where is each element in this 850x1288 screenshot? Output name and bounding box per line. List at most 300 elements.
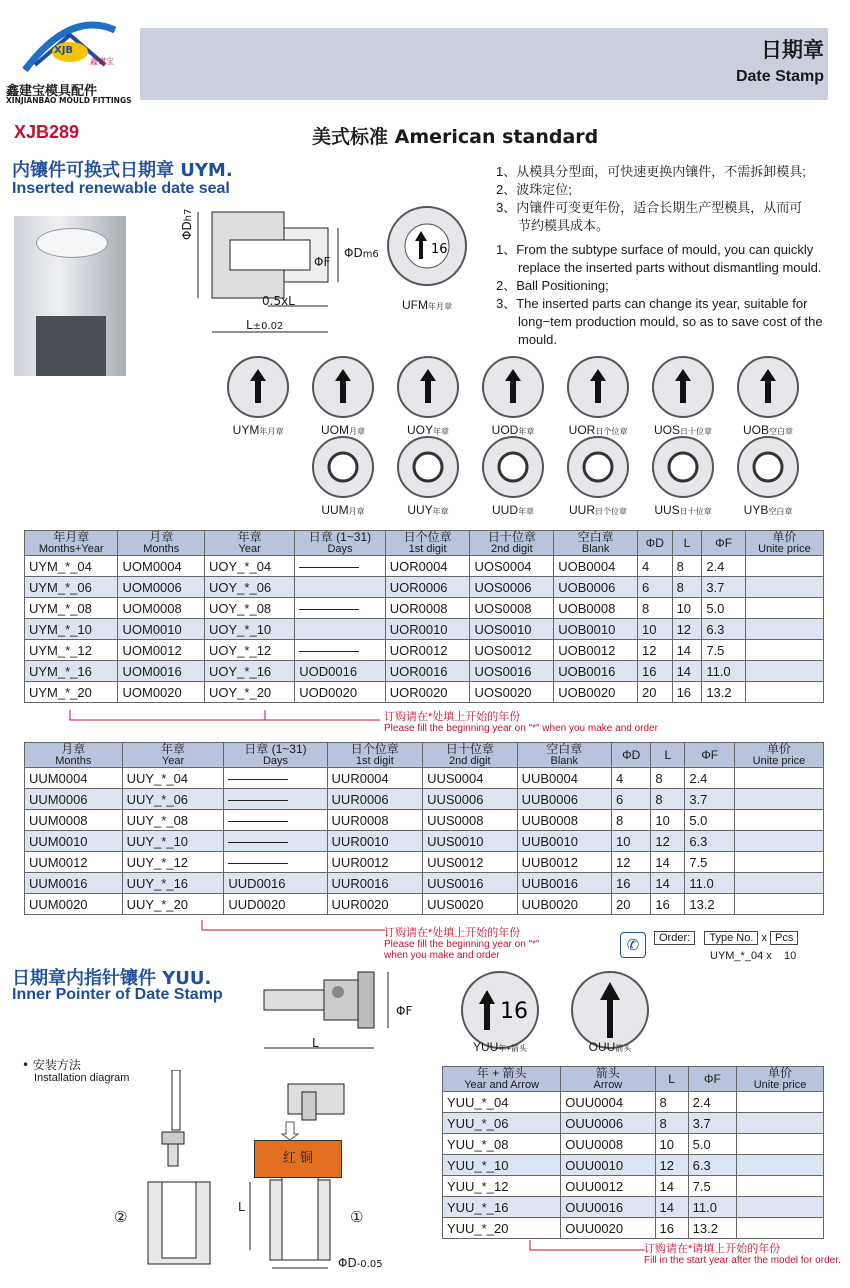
table2-header — [612, 743, 651, 768]
dim-f: ΦF — [314, 255, 331, 269]
dial-uod — [467, 355, 559, 441]
table1-header — [554, 531, 638, 556]
table-cell: 20 — [612, 894, 651, 915]
install-dim-l: L — [238, 1200, 245, 1214]
install-title-cn: • 安装方法 — [22, 1058, 81, 1072]
table-yuu — [442, 1066, 824, 1239]
table2-header-en: 2nd digit — [449, 755, 491, 767]
uom-dial-icon — [297, 355, 389, 419]
table2-header-en: Unite price — [752, 755, 806, 767]
table-cell: UOD0016 — [295, 661, 385, 682]
table1-header — [672, 531, 702, 556]
dial-uob — [722, 355, 814, 441]
table-row — [25, 852, 824, 873]
table-cell: UUM0016 — [25, 873, 123, 894]
table-cell: YUU_*_06 — [443, 1113, 561, 1134]
table2-note-en2: when you make and order — [384, 950, 500, 961]
table-cell: UOD0020 — [295, 682, 385, 703]
table-cell: UOY_*_04 — [205, 556, 295, 577]
table-cell: UYM_*_08 — [25, 598, 118, 619]
table-cell: OUU0006 — [561, 1113, 655, 1134]
table-cell: 8 — [672, 556, 702, 577]
table-cell — [224, 810, 327, 831]
uum-dial-icon — [297, 435, 389, 499]
table-cell: 8 — [651, 768, 685, 789]
table-cell: UOM0016 — [118, 661, 205, 682]
table2-header — [685, 743, 735, 768]
table-cell — [295, 619, 385, 640]
table-cell: UOY_*_10 — [205, 619, 295, 640]
table2-header-cn: 年章 — [161, 742, 186, 756]
table-cell: UOS0008 — [470, 598, 554, 619]
table-cell: UUY_*_08 — [122, 810, 224, 831]
dim-dh: ΦDh7 — [180, 208, 194, 240]
dial-label: UYM年月章 — [232, 423, 284, 437]
feature-cn-1: 1、从模具分型面，可快速更换内镶件，不需拆卸模具; — [496, 164, 806, 179]
table-cell: 16 — [612, 873, 651, 894]
dial-uos — [637, 355, 729, 441]
uor-dial-icon — [552, 355, 644, 419]
table-cell: UUR0012 — [327, 852, 423, 873]
feature-en-2: replace the inserted parts without dismantling mould. — [518, 260, 822, 275]
table1-header — [745, 531, 823, 556]
table-cell — [295, 640, 385, 661]
dial-label: UOY年章 — [406, 423, 449, 437]
ufm-year: 16 — [431, 242, 448, 257]
order-x: x — [761, 932, 767, 944]
table-cell: 10 — [651, 810, 685, 831]
dial-label: UOR日个位章 — [568, 423, 628, 437]
table-cell: UUR0006 — [327, 789, 423, 810]
table-row — [25, 789, 824, 810]
table-cell: UUM0010 — [25, 831, 123, 852]
dial-label: UOD年章 — [491, 423, 535, 437]
table-cell: UUB0012 — [517, 852, 611, 873]
table-cell: UYM_*_06 — [25, 577, 118, 598]
company-name-cn: 鑫建宝模具配件 — [6, 84, 98, 99]
table-cell: UOB0006 — [554, 577, 638, 598]
table-row — [25, 619, 824, 640]
table-cell: 2.4 — [685, 768, 735, 789]
install-step-1: ① — [350, 1208, 364, 1226]
table-cell: UUY_*_10 — [122, 831, 224, 852]
table-cell: UOM0006 — [118, 577, 205, 598]
order-type-label: Type No. — [704, 931, 758, 945]
table-cell: UYM_*_10 — [25, 619, 118, 640]
table-cell: UOY_*_16 — [205, 661, 295, 682]
table3-header-en: Arrow — [593, 1079, 623, 1091]
table-cell: 12 — [612, 852, 651, 873]
yuu-dim-l: L — [312, 1036, 319, 1050]
table-cell — [737, 1218, 824, 1239]
table-cell: UOS0004 — [470, 556, 554, 577]
table1-header-cn: 日个位章 — [403, 530, 452, 544]
table-cell: UOR0010 — [385, 619, 470, 640]
table-cell — [224, 789, 327, 810]
table2-note — [384, 928, 540, 961]
table1-header — [638, 531, 673, 556]
table-cell: UUY_*_04 — [122, 768, 224, 789]
table2-header-en: Blank — [550, 755, 579, 767]
page-title-cn: 日期章 — [761, 38, 824, 62]
table-cell: UOB0004 — [554, 556, 638, 577]
uyb-dial-icon — [722, 435, 814, 499]
order-pcs-value: 10 — [784, 950, 797, 962]
table-cell: 12 — [672, 619, 702, 640]
table-cell — [737, 1197, 824, 1218]
table-cell: 5.0 — [702, 598, 746, 619]
table2-header — [327, 743, 423, 768]
yuu-drawing — [258, 968, 418, 1058]
table1-header-en: Months — [143, 543, 180, 555]
yuu-year: 16 — [500, 999, 528, 1024]
table-row — [443, 1197, 824, 1218]
table-cell — [295, 577, 385, 598]
ouu-label: OUU箭头 — [588, 1040, 632, 1054]
table3-note-en: Fill in the start year after the model for order. — [644, 1255, 841, 1266]
table3-header-cn: 单价 — [768, 1066, 793, 1080]
table-cell: UUS0006 — [423, 789, 517, 810]
feature-en-3: 2、Ball Positioning; — [496, 278, 609, 293]
table-cell: 2.4 — [688, 1092, 736, 1113]
table-cell: 7.5 — [702, 640, 746, 661]
order-pcs-label: Pcs — [770, 931, 798, 945]
uur-dial-icon — [552, 435, 644, 499]
table-cell: UUB0020 — [517, 894, 611, 915]
table-row — [443, 1134, 824, 1155]
table-cell — [295, 556, 385, 577]
table-cell — [734, 894, 823, 915]
table-row — [25, 556, 824, 577]
table-cell — [745, 661, 823, 682]
table-cell: YUU_*_04 — [443, 1092, 561, 1113]
table-cell — [734, 768, 823, 789]
table-cell: 3.7 — [685, 789, 735, 810]
table-cell: 8 — [638, 598, 673, 619]
note1-bracket — [60, 710, 390, 732]
company-name-en: XINJIANBAO MOULD FITTINGS — [6, 96, 132, 105]
company-logo — [6, 10, 132, 105]
table-cell: 14 — [651, 852, 685, 873]
table-cell: 14 — [655, 1176, 688, 1197]
table-row — [443, 1113, 824, 1134]
table-cell: UUB0006 — [517, 789, 611, 810]
table3-header — [737, 1067, 824, 1092]
table1-header-cn: 空白章 — [577, 530, 614, 544]
table3-header-cn: ΦF — [703, 1072, 721, 1086]
dial-uud — [467, 435, 559, 521]
table-cell: UUS0020 — [423, 894, 517, 915]
dial-label: UOB空白章 — [742, 423, 793, 437]
table1-header-cn: L — [683, 536, 691, 550]
dial-uuy — [382, 435, 474, 521]
section1-title-en: Inserted renewable date seal — [12, 180, 230, 197]
table-row — [25, 577, 824, 598]
table-cell: UUY_*_06 — [122, 789, 224, 810]
dial-uom — [297, 355, 389, 441]
table2-header — [122, 743, 224, 768]
table2-header-cn: 空白章 — [546, 742, 583, 756]
install-title-en: Installation diagram — [34, 1072, 130, 1084]
table-cell: UOR0006 — [385, 577, 470, 598]
table-cell — [734, 852, 823, 873]
table-row — [25, 598, 824, 619]
table2-note-en1: Please fill the beginning year on "*" — [384, 939, 540, 950]
table-cell: UOS0020 — [470, 682, 554, 703]
table-cell: 6.3 — [688, 1155, 736, 1176]
table2-header-cn: 日个位章 — [350, 742, 399, 756]
table1-header-cn: 年章 — [237, 530, 262, 544]
table2-header-cn: 日十位章 — [445, 742, 494, 756]
table-cell: 14 — [672, 661, 702, 682]
table-cell: UUM0004 — [25, 768, 123, 789]
table-cell — [745, 577, 823, 598]
table-cell: 16 — [638, 661, 673, 682]
table1-header — [118, 531, 205, 556]
table-cell: 12 — [655, 1155, 688, 1176]
feature-cn-2: 2、波珠定位; — [496, 182, 572, 197]
order-example-values — [710, 950, 796, 962]
table-cell — [734, 873, 823, 894]
table2-header-en: Months — [55, 755, 92, 767]
table-cell: 16 — [655, 1218, 688, 1239]
feature-en-5: long−tem production mould, so as to save cost of the — [518, 314, 823, 329]
table-row — [25, 661, 824, 682]
table2-header — [734, 743, 823, 768]
standard-title: 美式标准 American standard — [312, 126, 599, 148]
section2-title-en: Inner Pointer of Date Stamp — [12, 986, 223, 1003]
table1-header — [205, 531, 295, 556]
table1-header-en: Unite price — [758, 543, 811, 555]
table-cell: OUU0016 — [561, 1197, 655, 1218]
table-cell: 8 — [655, 1113, 688, 1134]
table1-header — [470, 531, 554, 556]
phone-icon: ✆ — [620, 932, 646, 958]
table2-header-en: Year — [161, 755, 185, 767]
table-cell — [224, 768, 327, 789]
table-cell: UUS0004 — [423, 768, 517, 789]
table-cell: 14 — [655, 1197, 688, 1218]
table3-header-cn: 箭头 — [595, 1066, 620, 1080]
logo-badge: XJB — [54, 45, 74, 56]
feature-cn-4: 节约模具成本。 — [518, 218, 610, 233]
table-cell — [737, 1113, 824, 1134]
table1-header-cn: 月章 — [149, 530, 174, 544]
table-cell: 14 — [651, 873, 685, 894]
table1-note — [384, 712, 658, 734]
table2-header-cn: 日章 (1~31) — [244, 742, 307, 756]
uus-dial-icon — [637, 435, 729, 499]
table-cell: UYM_*_04 — [25, 556, 118, 577]
table-row — [443, 1218, 824, 1239]
table-cell: UOM0008 — [118, 598, 205, 619]
table1-header — [702, 531, 746, 556]
table-cell: 11.0 — [685, 873, 735, 894]
table-row — [25, 682, 824, 703]
table1-note-cn: 订购请在*处填上开始的年份 — [384, 711, 521, 723]
table-cell: UOM0004 — [118, 556, 205, 577]
table-row — [25, 831, 824, 852]
table-cell: UOS0016 — [470, 661, 554, 682]
table-cell — [737, 1155, 824, 1176]
table-cell — [745, 619, 823, 640]
table3-note-cn: 订购请在*请填上开始的年份 — [644, 1243, 781, 1255]
table-cell — [745, 682, 823, 703]
table-cell: UOR0020 — [385, 682, 470, 703]
dash-mark — [299, 609, 359, 610]
table-cell: 6.3 — [685, 831, 735, 852]
table-cell: UUB0004 — [517, 768, 611, 789]
table-cell — [224, 852, 327, 873]
table-cell: UUY_*_12 — [122, 852, 224, 873]
table-cell: UUB0016 — [517, 873, 611, 894]
table-cell: UOS0006 — [470, 577, 554, 598]
page-title-en: Date Stamp — [735, 68, 824, 85]
table-row — [443, 1176, 824, 1197]
dim-l: L±0.02 — [246, 318, 284, 332]
table1-header — [25, 531, 118, 556]
ufm-label: UFM年月章 — [402, 298, 452, 312]
table-cell: OUU0020 — [561, 1218, 655, 1239]
feature-en-4: 3、The inserted parts can change its year, suitable for — [496, 296, 808, 311]
table-cell: UOY_*_06 — [205, 577, 295, 598]
table3-header — [655, 1067, 688, 1092]
table-cell: 8 — [651, 789, 685, 810]
ufm-dial — [386, 205, 468, 287]
table-cell: UOB0016 — [554, 661, 638, 682]
dash-mark — [228, 779, 288, 780]
table-cell — [745, 556, 823, 577]
note3-bracket — [520, 1240, 650, 1260]
table-cell: 10 — [612, 831, 651, 852]
dial-label: UUD年章 — [492, 503, 534, 517]
copper-block: 红 铜 — [254, 1140, 342, 1178]
table-cell: UUS0010 — [423, 831, 517, 852]
table-cell: 11.0 — [688, 1197, 736, 1218]
table1-header-en: 1st digit — [408, 543, 447, 555]
table-cell: UOY_*_20 — [205, 682, 295, 703]
dial-label: UUY年章 — [407, 503, 449, 517]
table-cell: UUM0006 — [25, 789, 123, 810]
table-cell: 5.0 — [685, 810, 735, 831]
feature-cn-3: 3、内镶件可变更年份，适合长期生产型模具，从而可 — [496, 200, 803, 215]
table-cell: 13.2 — [702, 682, 746, 703]
table-cell: UUR0010 — [327, 831, 423, 852]
table-cell — [745, 640, 823, 661]
table-cell: UUS0008 — [423, 810, 517, 831]
uod-dial-icon — [467, 355, 559, 419]
table-cell: UUM0012 — [25, 852, 123, 873]
table-cell: YUU_*_08 — [443, 1134, 561, 1155]
table-cell: YUU_*_10 — [443, 1155, 561, 1176]
product-photo — [14, 216, 126, 376]
table-cell — [737, 1176, 824, 1197]
table-cell: 3.7 — [702, 577, 746, 598]
table-cell — [737, 1134, 824, 1155]
table-cell: 12 — [651, 831, 685, 852]
table-cell: UUY_*_20 — [122, 894, 224, 915]
table1-header-en: Months+Year — [38, 543, 104, 555]
table-cell: 7.5 — [688, 1176, 736, 1197]
table-cell — [734, 831, 823, 852]
order-example — [654, 932, 798, 944]
table-cell: 16 — [672, 682, 702, 703]
section2-title-cn: 日期章内指针镶件 YUU. — [12, 968, 212, 989]
table-cell: UUS0016 — [423, 873, 517, 894]
table-cell: YUU_*_20 — [443, 1218, 561, 1239]
table1-header-cn: ΦD — [645, 536, 664, 550]
table-cell: UOB0008 — [554, 598, 638, 619]
table-cell: 13.2 — [688, 1218, 736, 1239]
features — [496, 163, 846, 349]
table-row — [25, 873, 824, 894]
dim-dm: ΦDm6 — [344, 246, 379, 260]
table-cell: UYM_*_16 — [25, 661, 118, 682]
table-cell: YUU_*_12 — [443, 1176, 561, 1197]
table-cell: 3.7 — [688, 1113, 736, 1134]
note2-bracket — [190, 920, 390, 942]
table3-header-cn: 年 + 箭头 — [476, 1066, 527, 1080]
table-cell: 10 — [638, 619, 673, 640]
product-code: XJB289 — [14, 122, 80, 142]
table-cell: UUB0008 — [517, 810, 611, 831]
dash-mark — [228, 863, 288, 864]
table-cell: UUR0004 — [327, 768, 423, 789]
table1-header-cn: 单价 — [772, 530, 797, 544]
order-x-2: x — [766, 950, 772, 962]
table2-note-cn: 订购请在*处填上开始的年份 — [384, 927, 521, 939]
table-cell: OUU0008 — [561, 1134, 655, 1155]
uos-dial-icon — [637, 355, 729, 419]
table-cell: UOB0020 — [554, 682, 638, 703]
table-row — [443, 1092, 824, 1113]
table-cell: 8 — [612, 810, 651, 831]
table2-header — [25, 743, 123, 768]
table-cell: 10 — [655, 1134, 688, 1155]
table2-header-en: 1st digit — [355, 755, 394, 767]
table-cell: 14 — [672, 640, 702, 661]
table-cell: UUR0020 — [327, 894, 423, 915]
install-dim-d: ΦD-0.05 — [338, 1256, 383, 1270]
table-cell: UUR0008 — [327, 810, 423, 831]
table-row — [25, 640, 824, 661]
uud-dial-icon — [467, 435, 559, 499]
uob-dial-icon — [722, 355, 814, 419]
header-band — [140, 28, 828, 100]
dial-label: UYB空白章 — [743, 503, 793, 517]
table1-header-cn: 日章 (1~31) — [308, 530, 372, 544]
yuu-label: YUU年+箭头 — [472, 1040, 527, 1054]
table-cell: 6 — [638, 577, 673, 598]
table-cell: 4 — [612, 768, 651, 789]
dial-uum — [297, 435, 389, 521]
uoy-dial-icon — [382, 355, 474, 419]
table1-note-en: Please fill the beginning year on "*" when you make and order — [384, 723, 658, 734]
table-cell — [745, 598, 823, 619]
dash-mark — [228, 842, 288, 843]
table-cell: UOR0012 — [385, 640, 470, 661]
table2-header — [651, 743, 685, 768]
table-cell: 20 — [638, 682, 673, 703]
table-cell: UOB0012 — [554, 640, 638, 661]
table-row — [25, 768, 824, 789]
dial-label: UUR日个位章 — [569, 503, 627, 517]
dial-label: UUS日十位章 — [654, 503, 712, 517]
table-cell: UOM0020 — [118, 682, 205, 703]
yuu-dim-f: ΦF — [396, 1004, 413, 1018]
table-cell: UOR0004 — [385, 556, 470, 577]
table-cell: UOB0010 — [554, 619, 638, 640]
